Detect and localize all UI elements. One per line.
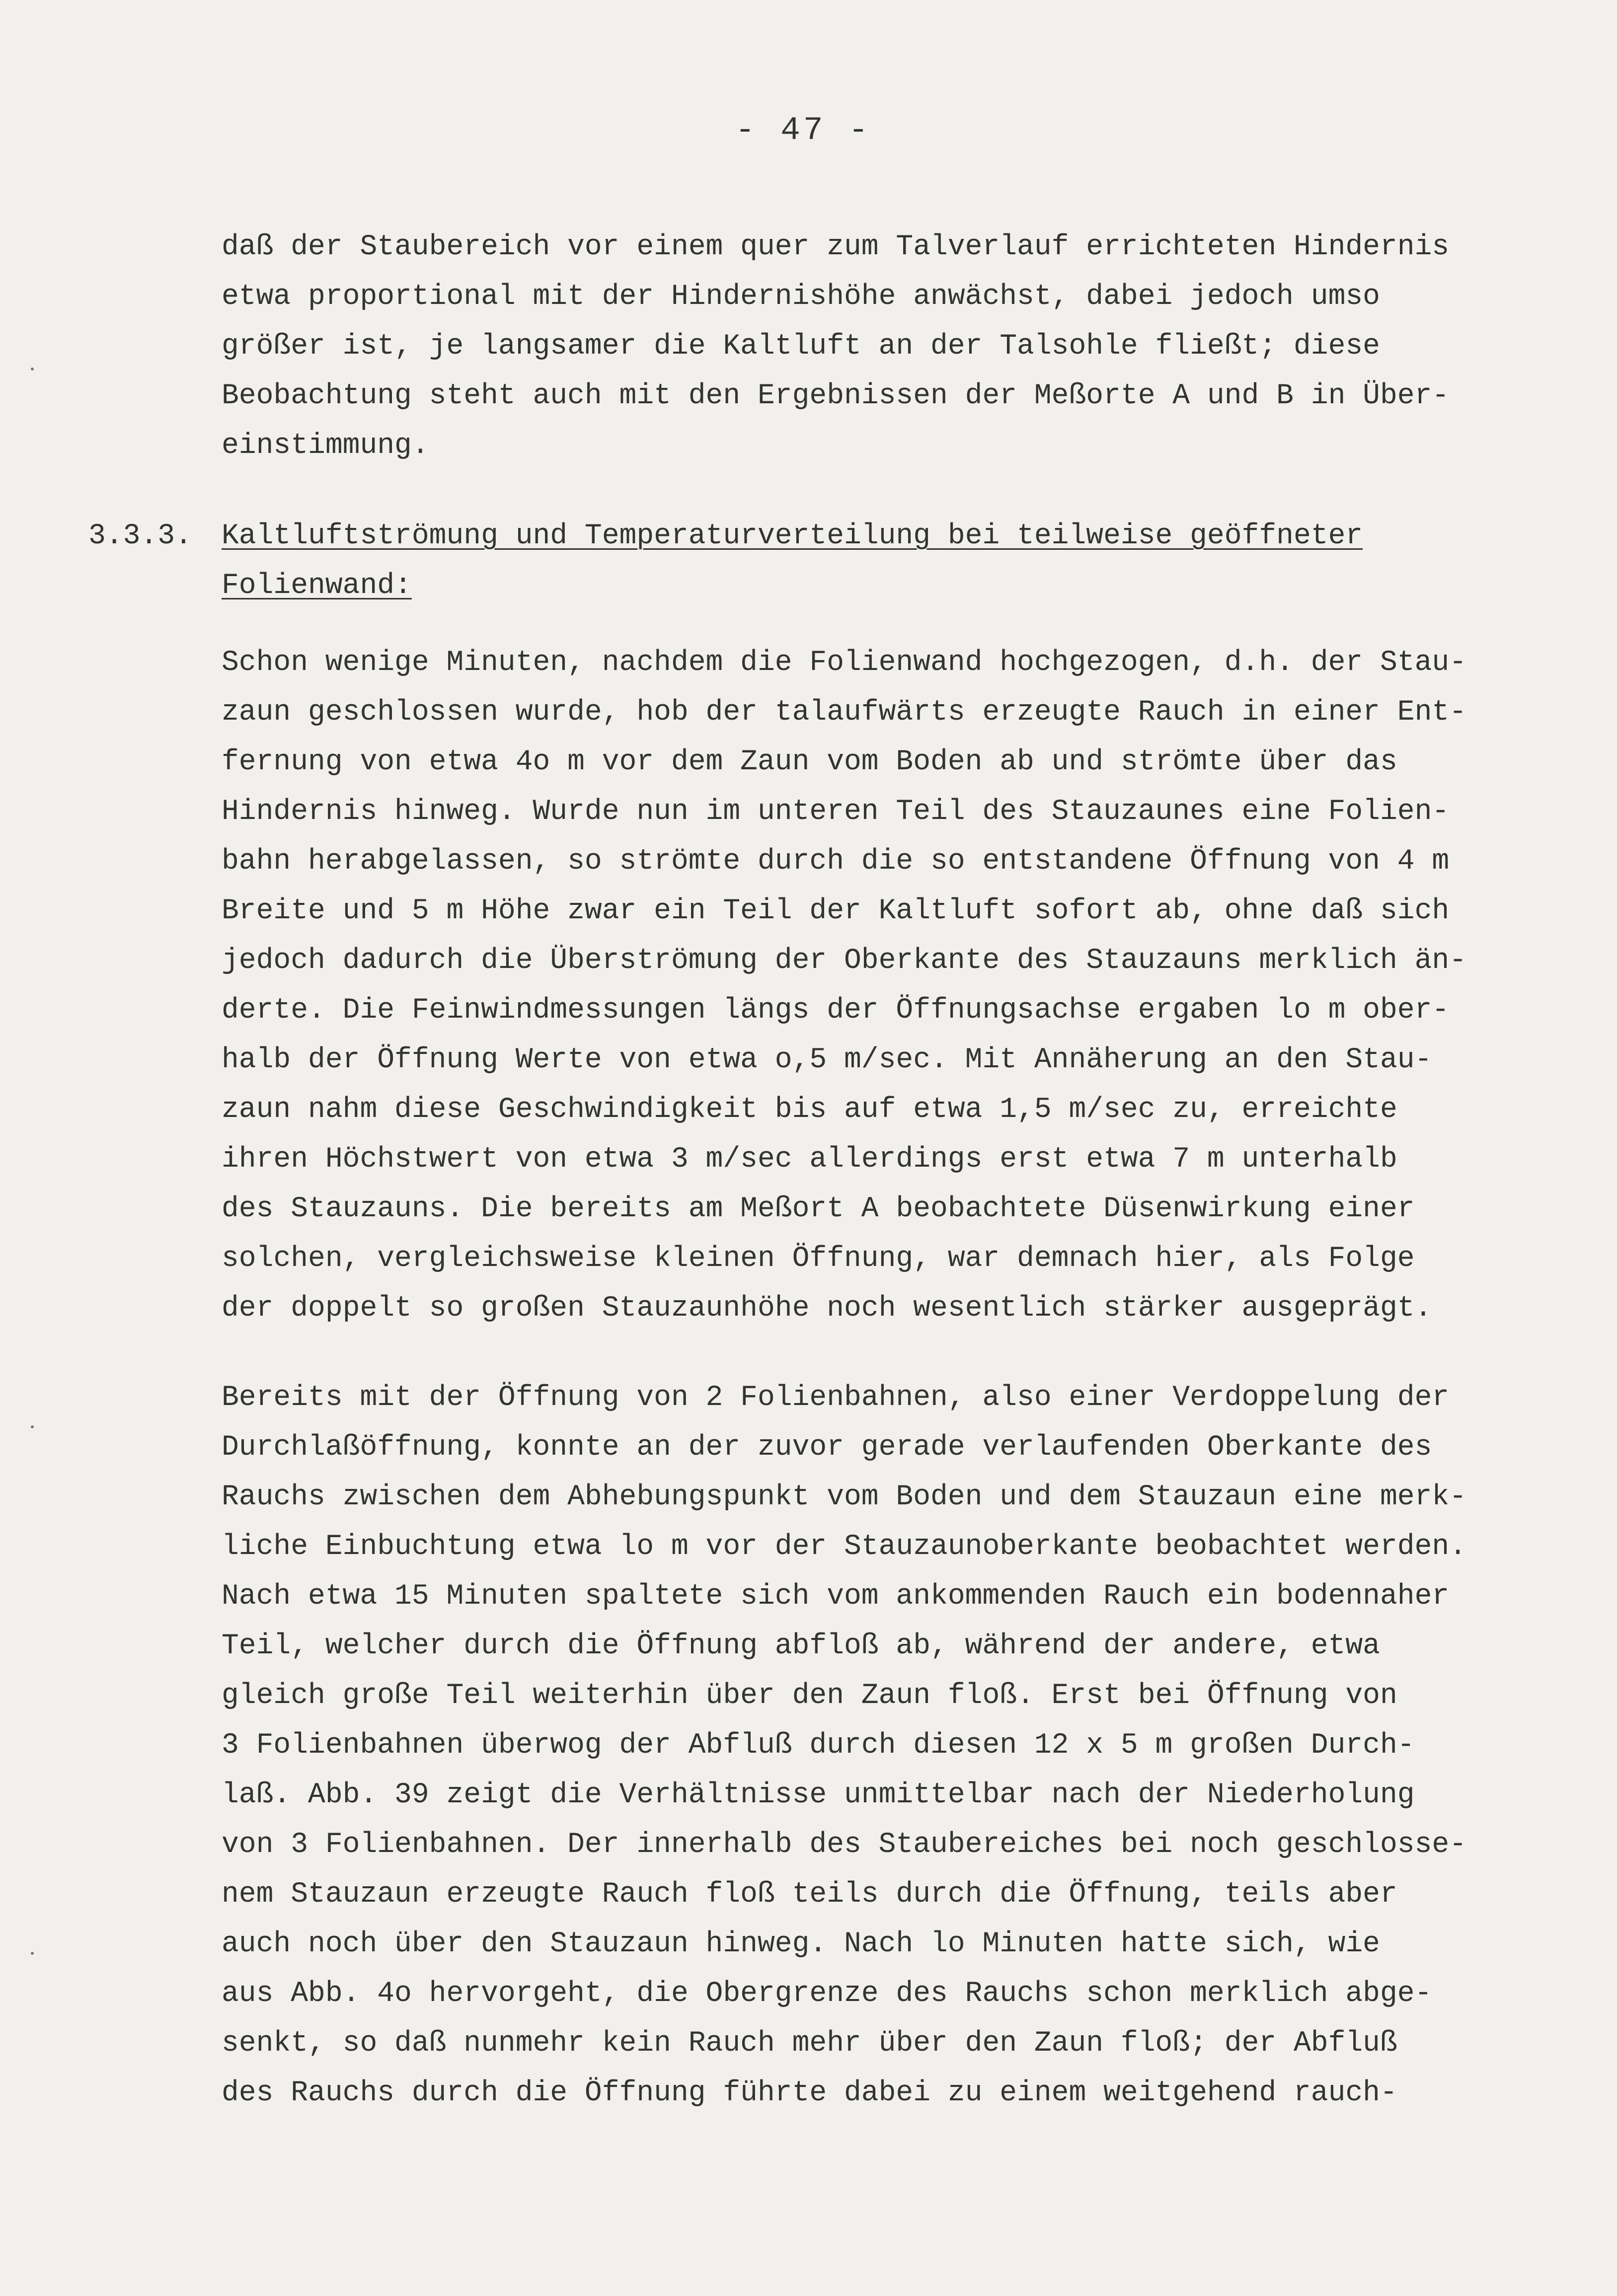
text-line: zaun geschlossen wurde, hob der talaufwärts erzeugte Rauch in einer Ent- [222,696,1467,729]
text-line: fernung von etwa 4o m vor dem Zaun vom Boden ab und strömte über das [222,746,1397,778]
section-number: 3.3.3. [88,520,192,552]
text-line: daß der Staubereich vor einem quer zum Talverlauf errichteten Hindernis [222,231,1450,263]
text-line: Schon wenige Minuten, nachdem die Folienwand hochgezogen, d.h. der Stau- [222,647,1467,679]
text-line: gleich große Teil weiterhin über den Zaun floß. Erst bei Öffnung von [222,1680,1397,1712]
heading-line: Kaltluftströmung und Temperaturverteilung bei teilweise geöffneter [222,520,1363,552]
text-line: auch noch über den Stauzaun hinweg. Nach lo Minuten hatte sich, wie [222,1928,1380,1960]
text-line: Nach etwa 15 Minuten spaltete sich vom ankommenden Rauch ein bodennaher [222,1580,1450,1613]
margin-mark [31,1425,34,1428]
text-line: laß. Abb. 39 zeigt die Verhältnisse unmittelbar nach der Niederholung [222,1779,1415,1811]
heading-line: Folienwand: [222,570,412,602]
text-line: Beobachtung steht auch mit den Ergebnissen der Meßorte A und B in Über- [222,380,1450,412]
text-line: 3 Folienbahnen überwog der Abfluß durch diesen 12 x 5 m großen Durch- [222,1729,1415,1762]
paragraph-2 [222,638,1513,1333]
paragraph-1 [222,222,1513,471]
text-line: ihren Höchstwert von etwa 3 m/sec allerdings erst etwa 7 m unterhalb [222,1143,1397,1176]
text-line: Rauchs zwischen dem Abhebungspunkt vom Boden und dem Stauzaun eine merk- [222,1481,1467,1513]
paragraph-3 [222,1373,1513,2118]
margin-mark [31,368,34,370]
text-line: der doppelt so großen Stauzaunhöhe noch wesentlich stärker ausgeprägt. [222,1292,1432,1325]
text-line: liche Einbuchtung etwa lo m vor der Stauzaunoberkante beobachtet werden. [222,1531,1467,1563]
text-line: Teil, welcher durch die Öffnung abfloß ab, während der andere, etwa [222,1630,1380,1662]
margin-mark [31,1952,34,1955]
text-line: Durchlaßöffnung, konnte an der zuvor gerade verlaufenden Oberkante des [222,1431,1432,1464]
text-line: etwa proportional mit der Hindernishöhe anwächst, dabei jedoch umso [222,281,1380,313]
text-line: solchen, vergleichsweise kleinen Öffnung, war demnach hier, als Folge [222,1243,1415,1275]
text-line: einstimmung. [222,430,429,462]
text-line: jedoch dadurch die Überströmung der Oberkante des Stauzauns merklich än- [222,945,1467,977]
section-heading [222,512,1513,611]
text-line: senkt, so daß nunmehr kein Rauch mehr über den Zaun floß; der Abfluß [222,2027,1397,2060]
page-number: - 47 - [735,112,871,149]
text-line: aus Abb. 4o hervorgeht, die Obergrenze des Rauchs schon merklich abge- [222,1978,1432,2010]
text-line: nem Stauzaun erzeugte Rauch floß teils durch die Öffnung, teils aber [222,1878,1397,1911]
text-line: des Rauchs durch die Öffnung führte dabei zu einem weitgehend rauch- [222,2077,1397,2109]
text-line: derte. Die Feinwindmessungen längs der Öffnungsachse ergaben lo m ober- [222,994,1450,1027]
text-line: Bereits mit der Öffnung von 2 Folienbahnen, also einer Verdoppelung der [222,1382,1450,1414]
text-line: von 3 Folienbahnen. Der innerhalb des Staubereiches bei noch geschlosse- [222,1829,1467,1861]
text-line: des Stauzauns. Die bereits am Meßort A beobachtete Düsenwirkung einer [222,1193,1415,1225]
text-line: Breite und 5 m Höhe zwar ein Teil der Kaltluft sofort ab, ohne daß sich [222,895,1450,927]
text-line: bahn herabgelassen, so strömte durch die so entstandene Öffnung von 4 m [222,845,1450,878]
text-line: halb der Öffnung Werte von etwa o,5 m/sec. Mit Annäherung an den Stau- [222,1044,1432,1076]
text-line: zaun nahm diese Geschwindigkeit bis auf etwa 1,5 m/sec zu, erreichte [222,1094,1397,1126]
text-line: Hindernis hinweg. Wurde nun im unteren Teil des Stauzaunes eine Folien- [222,796,1450,828]
text-line: größer ist, je langsamer die Kaltluft an der Talsohle fließt; diese [222,330,1380,363]
